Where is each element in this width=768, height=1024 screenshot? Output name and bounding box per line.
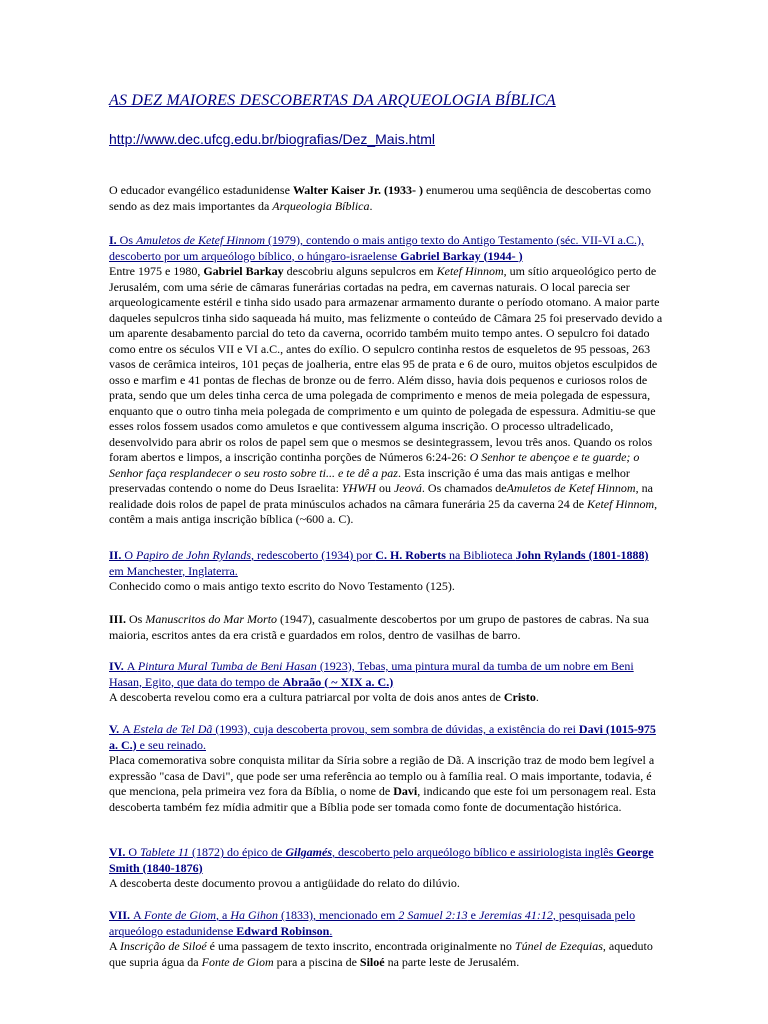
text-run: Amuletos de Ketef Hinnom [136, 233, 265, 247]
text-run: , contêm a mais antiga inscrição bíblica (~600 a. C). [109, 496, 658, 526]
discovery-item-2 [109, 548, 664, 595]
text-run: V. [109, 722, 123, 736]
text-run: Os [119, 233, 137, 247]
discovery-heading-6[interactable] [109, 845, 664, 876]
text-run: 2 Samuel 2:13 [398, 908, 468, 922]
discovery-item-7 [109, 908, 664, 970]
text-run: O Senhor te abençoe e te guarde; o Senhor faça resplandecer o seu rosto sobre ti... e te dê a paz [109, 450, 640, 480]
text-run: . Esta inscrição é uma das mais antigas e melhor preservadas contendo o nome do Deus Israelita: [109, 465, 630, 495]
text-run: Manuscritos do Mar Morto [145, 612, 278, 626]
text-run: para a piscina de [273, 954, 360, 969]
text-run: , pesquisada pelo arqueólogo estadunidense [109, 908, 636, 938]
discovery-body-1 [109, 264, 664, 528]
text-run: Gabriel Barkay [203, 264, 284, 278]
text-run: Entre 1975 e 1980, [109, 264, 204, 278]
text-run: em Manchester, Inglaterra. [109, 563, 238, 578]
discovery-body-7 [109, 939, 664, 970]
text-run: (1979), contendo o mais antigo texto do Antigo Testamento (séc. VII-VI a.C.), descoberto por um arqueólogo bíblico, o húngaro-israelense [109, 233, 644, 263]
text-run: Placa comemorativa sobre conquista militar da Síria sobre a região de Dã. A inscrição traz de modo bem legível a expressão "casa de Davi", que pode ser uma referência ao templo ou à família real. O mais importante, todavia, é que menciona, pela primeira vez fora da Bíblia, o nome de [109, 753, 655, 798]
text-run: John Rylands (1801-1888) [515, 548, 649, 562]
text-run: é uma passagem de texto inscrito, encontrada originalmente no [206, 939, 515, 953]
document-title: AS DEZ MAIORES DESCOBERTAS DA ARQUEOLOGIA BÍBLICA [109, 92, 556, 109]
text-run: Davi (1015-975 a. C.) [109, 722, 656, 752]
text-run: ou [375, 481, 394, 495]
text-run: Edward Robinson [236, 923, 330, 938]
discovery-item-6 [109, 845, 664, 892]
text-run: IV. [109, 659, 127, 673]
text-run: VII. [109, 908, 134, 922]
text-run: e [467, 908, 479, 922]
discovery-heading-2[interactable] [109, 548, 664, 579]
text-run: YHWH [341, 481, 376, 495]
text-run: Arqueologia Bíblica [272, 198, 370, 213]
discovery-body-5 [109, 753, 664, 815]
discovery-item-5 [109, 722, 664, 815]
text-run: , um sítio arqueológico perto de Jerusalém, com uma série de câmaras funerárias cortadas na pedra, em cavernas naturais. O local parecia ser arqueologicamente estéril e tinha sido usado para armazenar armamento durante o período otomano. A maior parte daqueles sepulcros tinha sido saqueada há muito, mas felizmente o conteúdo de Câmara 25 foi preservado devido a um aparente desabamento parcial do teto da caverna, ocorrido também muito tempo antes. O sepulcro foi datado como entre os séculos VII e VI a.C., antes do exílio. O sepulcro continha restos de esqueletos de 95 pessoas, 263 vasos de cerâmica inteiros, 101 peças de joalheria, entre elas 95 de prata e 6 de ouro, muitos objetos esculpidos de osso e marfim e 41 pontas de flechas de bronze ou de ferro. Além disso, havia dois pequenos e curiosos rolos de prata, sendo que um deles tinha cerca de uma polegada de comprimento e menos de meia polegada de espessura, enquanto que o outro tinha meia polegada de comprimento e um quinto de polegada de espessura. Admitiu-se que esses rolos fossem usados como amuletos e que contivessem alguma inscrição. O processo ultradelicado, desenvolvido para abrir os rolos de papel sem que o mesmos se desintegrassem, levou três anos. Quando os rolos foram abertos e limpos, a inscrição continha porções de Números 6:24-26: [109, 264, 663, 464]
text-run: Davi [393, 784, 418, 798]
text-run: Tablete 11 [140, 845, 190, 859]
text-run: I. [109, 233, 120, 247]
text-run: Fonte de Giom [144, 908, 217, 922]
text-run: , na realidade dois rolos de papel de prata minúsculos achados na câmara funerária 25 da caverna 24 de [109, 481, 653, 511]
text-run: George Smith (1840-1876) [109, 845, 654, 875]
text-run: Jeremias 41:12 [478, 908, 553, 922]
text-run: Abraão ( ~ XIX a. C.) [282, 674, 394, 689]
text-run: Gilgamés [285, 845, 333, 859]
text-run: Os [129, 612, 146, 626]
discovery-body-3 [109, 612, 664, 643]
text-run: na Biblioteca [445, 548, 516, 562]
text-run: , indicando que este foi um personagem real. Esta descoberta também fez mídia admitir que a Bíblia pode ser tomada como fonte de documentação histórica. [109, 784, 656, 814]
text-run: A [126, 659, 138, 673]
text-run: descobriu alguns sepulcros em [283, 264, 437, 278]
text-run: Ketef Hinnom [436, 264, 504, 278]
text-run: . Os chamados de [421, 481, 507, 495]
text-run: na parte leste de Jerusalém. [384, 954, 520, 969]
text-run: A [122, 722, 134, 736]
text-run: A [133, 908, 145, 922]
text-run: A descoberta deste documento provou a antigüidade do relato do dilúvio. [109, 876, 460, 890]
text-run: Cristo [503, 690, 536, 704]
text-run: Papiro de John Rylands [136, 548, 251, 562]
discovery-item-4 [109, 659, 664, 706]
discovery-heading-5[interactable] [109, 722, 664, 753]
intro-paragraph [109, 183, 664, 214]
discovery-item-3 [109, 612, 664, 643]
text-run: O educador evangélico estadunidense [109, 183, 293, 197]
discovery-body-4 [109, 690, 664, 706]
text-run: . [535, 690, 539, 704]
text-run: , descoberto pelo arqueólogo bíblico e assiriologista inglês [332, 845, 617, 859]
text-run: Conhecido como o mais antigo texto escrito do Novo Testamento (125). [109, 579, 455, 593]
text-run: (1833), mencionado em [278, 908, 399, 922]
text-run: Walter Kaiser Jr. (1933- ) [292, 183, 424, 197]
text-run: Siloé [359, 954, 385, 969]
discovery-body-2 [109, 579, 664, 595]
text-run: (1947), casualmente descobertos por um grupo de pastores de cabras. Na sua maioria, escritos antes da era cristã e guardados em rolos, dentro de vasilhas de barro. [109, 612, 649, 642]
text-run: O [128, 845, 141, 859]
text-run: (1993), cuja descoberta provou, sem sombra de dúvidas, a existência do rei [212, 722, 579, 736]
text-run: (1923), Tebas, uma pintura mural da tumba de um nobre em Beni Hasan, Egito, que data do tempo de [109, 659, 634, 689]
text-run: , redescoberto (1934) por [251, 548, 376, 562]
text-run: , a [216, 908, 231, 922]
discovery-heading-4[interactable] [109, 659, 664, 690]
text-run: Pintura Mural Tumba de Beni Hasan [137, 659, 317, 673]
text-run: Ketef Hinnom [587, 496, 655, 511]
text-run: III. [109, 612, 130, 626]
text-run: VI. [109, 845, 129, 859]
text-run: . [369, 198, 373, 213]
text-run: enumerou uma seqüência de descobertas como sendo as dez mais importantes da [109, 183, 651, 213]
intro-text [109, 183, 664, 214]
text-run: II. [109, 548, 125, 562]
text-run: , aqueduto que supria água da [109, 939, 653, 969]
text-run: O [124, 548, 137, 562]
text-run: (1872) do épico de [189, 845, 286, 859]
text-run: A [109, 939, 121, 953]
text-run: C. H. Roberts [375, 548, 446, 562]
text-run: Túnel de Ezequias [514, 939, 603, 953]
discovery-heading-7[interactable] [109, 908, 664, 939]
text-run: Estela de Tel Dã [133, 722, 213, 736]
discovery-body-6 [109, 876, 664, 892]
discovery-heading-1[interactable] [109, 233, 664, 264]
text-run: A descoberta revelou como era a cultura patriarcal por volta de dois anos antes de [109, 690, 504, 704]
text-run: Fonte de Giom [201, 954, 274, 969]
text-run: Gabriel Barkay (1944- ) [400, 248, 523, 263]
text-run: Inscrição de Siloé [120, 939, 207, 953]
discovery-item-1 [109, 233, 664, 528]
text-run: . [329, 923, 333, 938]
source-link[interactable]: http://www.dec.ufcg.edu.br/biografias/Dez_Mais.html [109, 131, 436, 147]
text-run: Amuletos de Ketef Hinnom [506, 481, 636, 495]
text-run: Ha Gihon [230, 908, 279, 922]
text-run: e seu reinado. [136, 737, 206, 752]
text-run: Jeová [393, 481, 422, 495]
